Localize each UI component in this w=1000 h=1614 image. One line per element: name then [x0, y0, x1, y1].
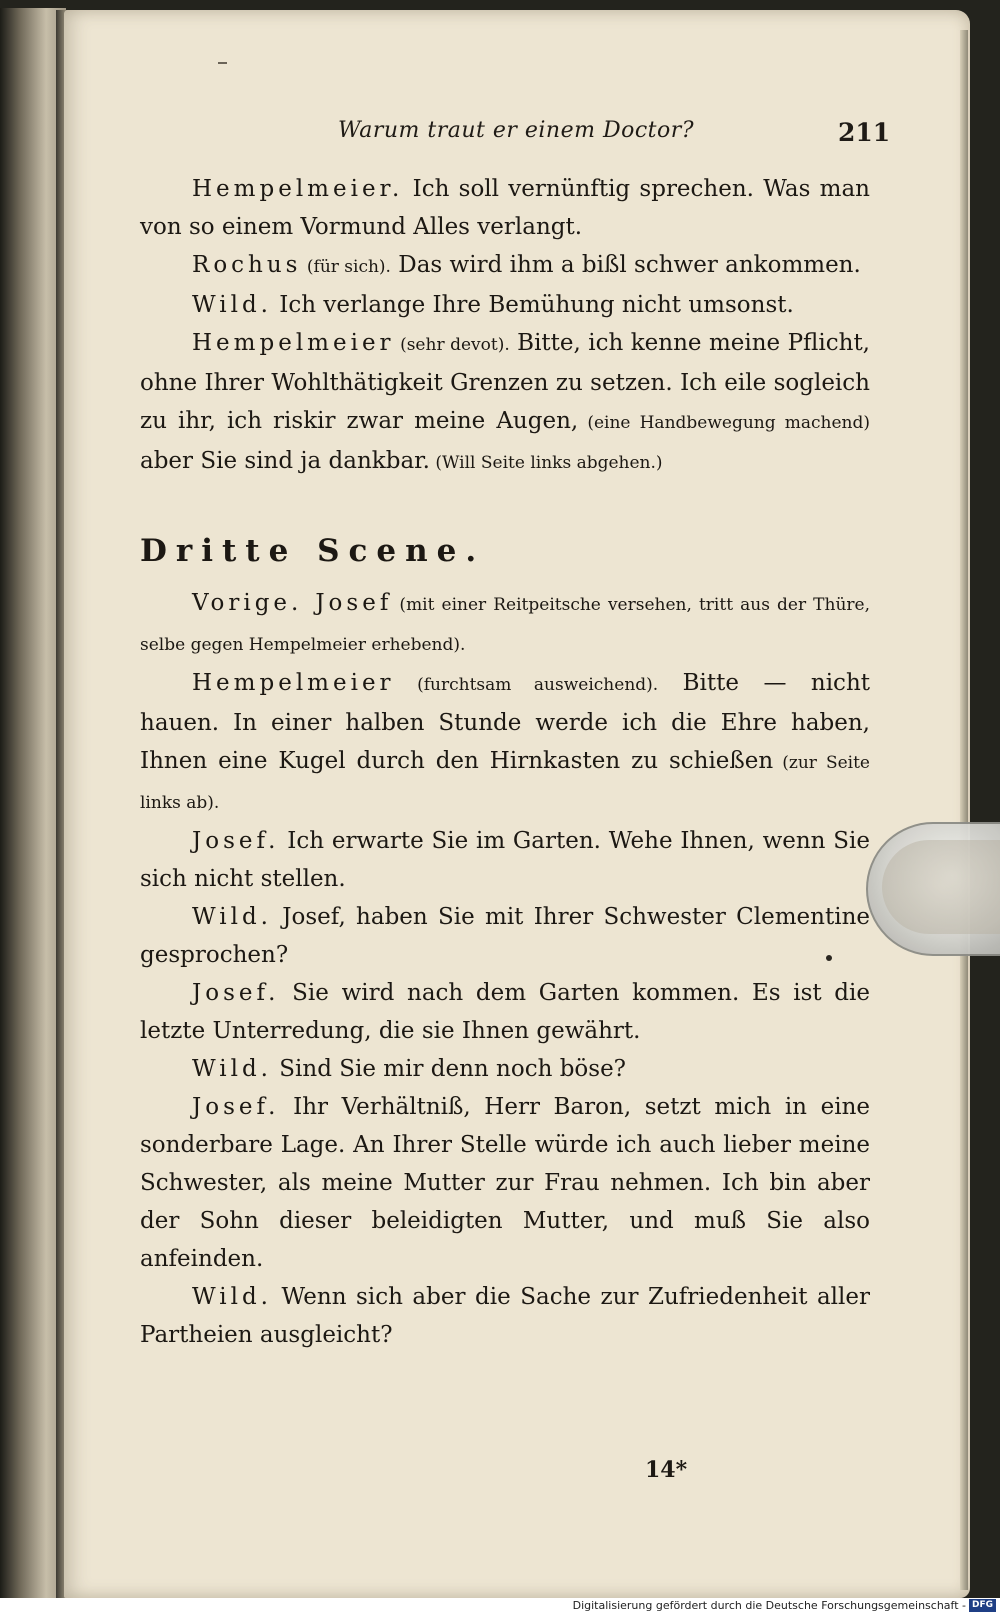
body-text	[140, 170, 870, 1354]
stage-direction: (Will Seite links abgehen.)	[429, 453, 663, 473]
speaker-name: Josef.	[192, 980, 280, 1006]
dialogue-line	[140, 1088, 870, 1278]
running-title: Warum traut er einem Doctor?	[338, 118, 695, 143]
speaker-name: Josef.	[192, 828, 280, 854]
dialogue-text: Sind Sie mir denn noch böse?	[271, 1056, 627, 1082]
speaker-name: Hempelmeier	[192, 330, 395, 356]
page-clip-window	[882, 840, 1000, 934]
signature-mark: 14*	[645, 1457, 688, 1483]
page-number: 211	[838, 118, 891, 147]
dialogue-text: Ich erwarte Sie im Garten. Wehe Ihnen, wenn Sie sich nicht stellen.	[140, 828, 870, 892]
dialogue-line	[140, 286, 870, 324]
dialogue-text: Bitte — nicht hauen. In einer halben Stunde werde ich die Ehre haben, Ihnen eine Kugel durch den Hirnkasten zu schießen	[140, 670, 870, 774]
speaker-name: Hempelmeier.	[192, 176, 404, 202]
funding-credit: Digitalisierung gefördert durch die Deutsche Forschungsgemeinschaft -	[572, 1599, 966, 1612]
page-mark	[218, 62, 227, 64]
page-fore-edge	[960, 30, 968, 1590]
stage-direction: (sehr devot).	[394, 335, 510, 355]
dialogue-text: Ich soll vernünftig sprechen. Was man von so einem Vormund Alles verlangt.	[140, 176, 870, 240]
dialogue-text: Ich verlange Ihre Bemühung nicht umsonst.	[271, 292, 794, 318]
dialogue-text: Bitte, ich kenne meine Pflicht, ohne Ihrer Wohlthätigkeit Grenzen zu setzen. Ich eile sogleich zu ihr, ich riskir zwar meine Augen,	[140, 330, 870, 434]
stage-direction: (eine Handbewegung machend)	[578, 413, 870, 433]
stage-direction: (für sich).	[301, 257, 391, 277]
dialogue-text: aber Sie sind ja dankbar.	[140, 448, 430, 474]
speaker-name: Rochus	[192, 252, 302, 278]
speaker-name: Wild.	[192, 292, 272, 318]
speaker-name: Josef	[302, 590, 393, 616]
dialogue-line	[140, 324, 870, 482]
dialogue-line	[140, 246, 870, 286]
dialogue-line	[140, 1278, 870, 1354]
dialogue-line	[140, 898, 870, 974]
dialogue-line	[140, 664, 870, 822]
dialogue-line	[140, 822, 870, 898]
speaker-name: Wild.	[192, 1056, 272, 1082]
stage-direction: (furchtsam ausweichend).	[394, 675, 659, 695]
speaker-name: Wild.	[192, 1284, 272, 1310]
stage-direction: (zur Seite links ab).	[140, 753, 870, 813]
dialogue-line	[140, 170, 870, 246]
dialogue-line	[140, 974, 870, 1050]
stage-direction: (mit einer Reitpeitsche versehen, tritt aus der Thüre, selbe gegen Hempelmeier erhebend).	[140, 595, 870, 655]
speaker-name: Wild.	[192, 904, 272, 930]
dfg-logo: DFG	[969, 1599, 996, 1612]
dialogue-text: Josef, haben Sie mit Ihrer Schwester Clementine gesprochen?	[140, 904, 870, 968]
speaker-name: Hempelmeier	[192, 670, 395, 696]
speaker-name: Josef.	[192, 1094, 280, 1120]
scene-title: Dritte Scene.	[140, 533, 486, 569]
scene-intro	[140, 584, 870, 664]
dialogue-text: Sie wird nach dem Garten kommen. Es ist die letzte Unterredung, die sie Ihnen gewährt.	[140, 980, 870, 1044]
dialogue-text: Wenn sich aber die Sache zur Zufriedenheit aller Partheien ausgleicht?	[140, 1284, 870, 1348]
dialogue-text: Das wird ihm a bißl schwer ankommen.	[390, 252, 861, 278]
dialogue-line	[140, 1050, 870, 1088]
speaker-name: Vorige.	[192, 590, 303, 616]
dialogue-text: Ihr Verhältniß, Herr Baron, setzt mich in eine sonderbare Lage. An Ihrer Stelle würde ich auch lieber meine Schwester, als meine Mutter zur Frau nehmen. Ich bin aber der Sohn dieser beleidigten Mutter, und muß Sie also anfeinden.	[140, 1094, 870, 1272]
